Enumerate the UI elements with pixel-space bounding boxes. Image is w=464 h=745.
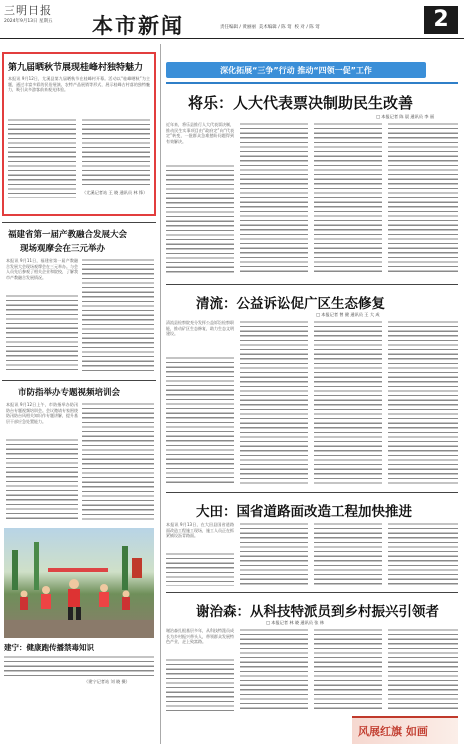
banner-rule [166,82,458,84]
photo-health-run [4,528,154,638]
qingliu-col-1 [166,356,234,484]
datian-body: 本报讯 9月13日，在大田县国省道路面改造工程施工现场，施工人员正在抓紧铺设沥青路面。 [166,522,234,539]
left-article-2-body: 本报讯 9月12日上午，市防指举办防汛防台专题视频培训会。会议邀请专家围绕防汛防台风相关知识作专题讲解，提升基层干部应急处置能力。 [6,402,78,424]
highlight-article-text-block [8,118,76,198]
page-number-badge [424,6,458,34]
xie-title: 谢治森：从科技特派员到乡村振兴引领者 [196,604,439,620]
xie-body: 谢治森扎根基层多年，从科技特派员成长为乡村振兴带头人，带领群众发展特色产业，走上致富路。 [166,628,234,645]
banner [166,62,426,78]
left-article-2-text-block-2 [82,402,154,520]
divider-datian [166,492,458,493]
datian-title: 大田：国省道路面改造工程加快推进 [196,504,412,520]
runners-illustration [4,528,154,638]
editors-line [220,24,320,30]
highlight-article-text-block-2 [82,118,150,188]
divider-qingliu [166,284,458,285]
proofreader: 校 对 / 陈 莺 [294,25,320,30]
qingliu-col-3 [314,320,382,484]
divider-xie [166,592,458,593]
left-article-1-title: 福建省第一届产教融合发展大会 [8,230,128,240]
xie-col-1 [166,658,234,712]
left-article-1-body: 本报讯 9月11日，福建省第一届产教融合发展大会现场观摩会在三元举办。与会人员先后参观了相关企业和院校，了解我市产教融合发展情况。 [6,258,78,280]
qingliu-title: 清流：公益诉讼促广区生态修复 [196,296,385,312]
left-divider-1 [2,222,156,223]
footer-banner-title: 风展红旗 如画 [358,725,428,738]
highlight-article-body: 本报讯 9月12日，尤溪县第九届晒秋节在桂峰村开幕。活动以“桂峰晒秋”为主题，通过丰富多彩的民俗展演、农特产品展销等形式，展示桂峰古村落的独特魅力，吸引众多游客前来观光体验。 [8,76,150,93]
datian-col-2 [240,522,308,586]
datian-col-1 [166,552,234,586]
left-article-1-text-block-2 [82,258,154,372]
qingliu-body: 清流县检察院充分发挥公益诉讼检察职能，推动矿区生态修复，助力生态文明建设。 [166,320,234,337]
column-divider [160,44,161,744]
editor-responsible: 责任编辑 / 黄丽丽 [220,25,256,30]
main-article-body: 近年来，将乐县推行人大代表票决制，推动民生实事项目由“政府定”向“代表定”转变，一批群众急难愁盼问题得到有效解决。 [166,122,234,144]
main-article-title: 将乐：人大代表票决制助民生改善 [188,94,414,112]
qingliu-col-2 [240,320,308,484]
photo-credit: （建宁记者站 刘 晓 摄） [84,679,130,684]
photo-caption-text [4,655,154,677]
main-article-col-4 [388,122,458,274]
photo-caption-title: 建宁：健康跑传播禁毒知识 [4,643,94,652]
main-article [166,88,458,278]
left-article-1 [2,226,156,376]
banner-slogan: 深化拓展“三争”行动 推动“四领一促”工作 [220,66,372,75]
xie-byline: □ 本报记者 林 晓 通讯员 张 林 [266,620,325,625]
xie-col-4 [388,628,458,712]
main-article-col-2 [240,122,308,274]
datian-col-4 [388,522,458,586]
left-article-2 [2,384,156,524]
highlight-article-title: 第九届晒秋节展现桂峰村独特魅力 [8,63,144,73]
qingliu-byline: □ 本报记者 曾 健 通讯员 王 大 成 [316,312,380,317]
left-article-2-title: 市防指举办专题视频培训会 [18,388,121,398]
left-article-2-text-block [6,438,78,520]
photo-caption [4,642,154,732]
xie-col-3 [314,628,382,712]
qingliu-col-4 [388,320,458,484]
datian-col-3 [314,522,382,586]
datian-article [166,496,458,588]
masthead [0,0,464,40]
page-number: 2 [433,7,449,32]
xie-col-2 [240,628,308,712]
qingliu-article [166,288,458,488]
section-title: 本市新闻 [92,13,184,38]
masthead-divider [0,38,464,39]
date-line: 2024年9月13日 星期五 [4,19,53,24]
footer-banner [352,716,458,744]
highlight-article [2,52,156,216]
main-article-col-1 [166,164,234,274]
left-divider-2 [2,380,156,381]
newspaper-logo: 三明日报 [4,4,52,17]
highlight-article-byline: （尤溪记者站 王 晓 通讯员 林 锋） [82,190,148,195]
left-article-1-subtitle: 现场观摩会在三元举办 [20,244,106,254]
editor-art: 美术编辑 / 陈 莺 [258,25,292,30]
left-article-1-text-block [6,294,78,372]
main-article-byline: □ 本报记者 陈 晨 通讯员 李 丽 [376,114,435,119]
main-article-col-3 [314,122,382,274]
xie-article [166,596,458,714]
